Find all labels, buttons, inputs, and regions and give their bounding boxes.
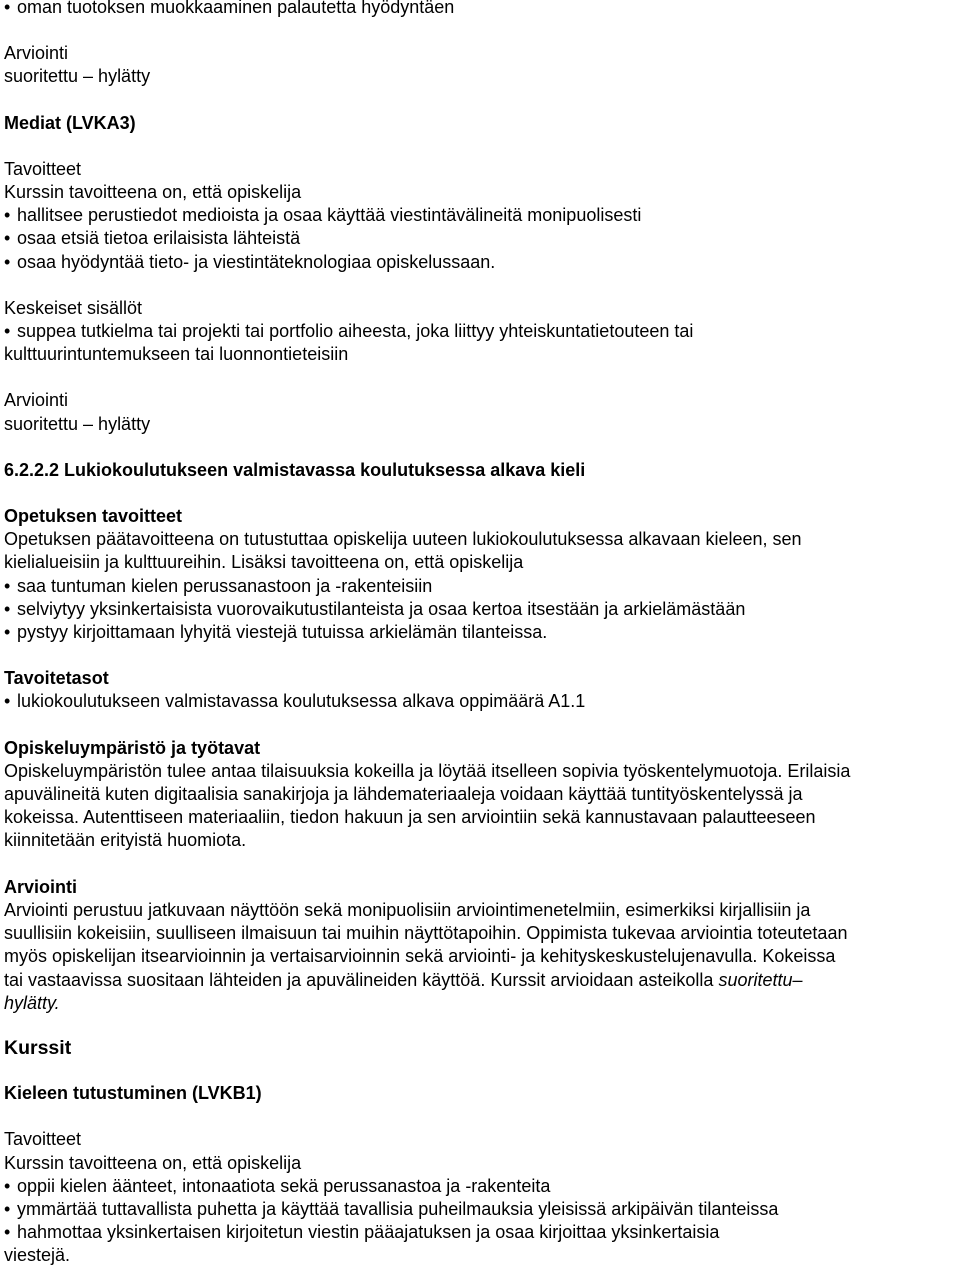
grading-scale-text: hylätty. [4, 992, 60, 1013]
document-page [4, 0, 954, 1268]
paragraph-line: Opetuksen päätavoitteena on tutustuttaa opiskelija uuteen lukiokoulutuksessa alkavaan kieleen, sen [4, 529, 802, 550]
bullet-icon: • [4, 1175, 11, 1196]
list-item [4, 204, 954, 227]
arviointi-value: suoritettu – hylätty [4, 66, 151, 87]
list-item [4, 0, 954, 19]
paragraph-line: apuvälineitä kuten digitaalisia sanakirjoja ja lähdemateriaaleja voidaan käyttää tuntityöskentelyssä ja [4, 784, 803, 805]
section-label-sisallot: Keskeiset sisällöt [4, 297, 143, 318]
paragraph-line [4, 992, 954, 1015]
section-label-tavoitteet: Tavoitteet [4, 158, 82, 179]
list-item-text: ymmärtää tuttavallista puhetta ja käyttää tavallisia puheilmauksia yleisissä arkipäivän tilanteissa [17, 1198, 779, 1219]
bullet-icon: • [4, 228, 11, 249]
list-item-text: pystyy kirjoittamaan lyhyitä viestejä tutuissa arkielämän tilanteissa. [17, 622, 548, 643]
list-item [4, 575, 954, 598]
list-item [4, 320, 954, 343]
bullet-icon: • [4, 0, 11, 17]
list-item [4, 251, 954, 274]
paragraph-line: kielialueisiin ja kulttuureihin. Lisäksi tavoitteena on, että opiskelija [4, 552, 524, 573]
bullet-icon: • [4, 691, 11, 712]
list-item-text: hahmottaa yksinkertaisen kirjoitetun viestin pääajatuksen ja osaa kirjoittaa yksinkertaisia [17, 1222, 720, 1243]
list-item-text: selviytyy yksinkertaisista vuorovaikutustilanteista ja osaa kertoa itsestään ja arkielämästään [17, 598, 746, 619]
paragraph-text: tai vastaavissa suositaan lähteiden ja apuvälineiden käyttöä. Kurssit arvioidaan asteikolla [4, 969, 719, 990]
list-item-continuation: kulttuurintuntemukseen tai luonnontieteisiin [4, 344, 349, 365]
bullet-icon: • [4, 575, 11, 596]
list-item-text: hallitsee perustiedot medioista ja osaa käyttää viestintävälineitä monipuolisesti [17, 205, 642, 226]
section-label-arviointi-bold: Arviointi [4, 876, 78, 897]
bullet-icon: • [4, 1222, 11, 1243]
bullet-icon: • [4, 205, 11, 226]
list-item [4, 1175, 954, 1198]
list-item-text: oppii kielen äänteet, intonaatiota sekä perussanastoa ja -rakenteita [17, 1175, 551, 1196]
section-label-arviointi: Arviointi [4, 43, 69, 64]
paragraph-line: Arviointi perustuu jatkuvaan näyttöön sekä monipuolisiin arviointimenetelmiin, esimerkiksi kirjallisiin ja [4, 899, 811, 920]
section-label-opetuksen-tavoitteet: Opetuksen tavoitteet [4, 506, 183, 527]
list-item-text: suppea tutkielma tai projekti tai portfolio aiheesta, joka liittyy yhteiskuntatietouteen tai [17, 321, 694, 342]
course-title-lvkb1: Kieleen tutustuminen (LVKB1) [4, 1083, 262, 1104]
list-item-text: osaa hyödyntää tieto- ja viestintäteknologiaa opiskelussaan. [17, 251, 496, 272]
paragraph-line: kokeissa. Autenttiseen materiaaliin, tiedon hakuun ja sen arviointiin sekä kannustavaan palautteeseen [4, 807, 816, 828]
goals-intro: Kurssin tavoitteena on, että opiskelija [4, 182, 302, 203]
section-label-tavoitteet: Tavoitteet [4, 1129, 82, 1150]
list-item [4, 690, 954, 713]
list-item [4, 1221, 954, 1244]
paragraph-line: Opiskeluympäristön tulee antaa tilaisuuksia kokeilla ja löytää itselleen sopivia työskentelymuotoja. Erilaisia [4, 760, 851, 781]
section-label-tavoitetasot: Tavoitetasot [4, 668, 109, 689]
list-item-text: osaa etsiä tietoa erilaisista lähteistä [17, 228, 301, 249]
section-heading-6222: 6.2.2.2 Lukiokoulutukseen valmistavassa koulutuksessa alkava kieli [4, 459, 586, 480]
course-title-mediat: Mediat (LVKA3) [4, 112, 136, 133]
list-item [4, 598, 954, 621]
list-item [4, 1198, 954, 1221]
list-item-text: saa tuntuman kielen perussanastoon ja -rakenteisiin [17, 575, 433, 596]
list-item [4, 227, 954, 250]
list-item [4, 621, 954, 644]
bullet-icon: • [4, 251, 11, 272]
paragraph-line: suullisiin kokeisiin, suulliseen ilmaisuun tai muihin näyttötapoihin. Oppimista tukevaa arviointia toteutetaan [4, 923, 848, 944]
paragraph-line: kiinnitetään erityistä huomiota. [4, 830, 247, 851]
bullet-icon: • [4, 598, 11, 619]
section-label-arviointi: Arviointi [4, 390, 69, 411]
paragraph-line: myös opiskelijan itsearvioinnin ja vertaisarvioinnin sekä arviointi- ja kehityskeskustelujenavulla. Kokeissa [4, 946, 836, 967]
list-item-text: oman tuotoksen muokkaaminen palautetta hyödyntäen [17, 0, 455, 17]
arviointi-value: suoritettu – hylätty [4, 413, 151, 434]
bullet-icon: • [4, 622, 11, 643]
goals-intro: Kurssin tavoitteena on, että opiskelija [4, 1152, 302, 1173]
list-item-text: lukiokoulutukseen valmistavassa koulutuksessa alkava oppimäärä A1.1 [17, 691, 586, 712]
bullet-icon: • [4, 1198, 11, 1219]
section-heading-kurssit: Kurssit [4, 1036, 72, 1059]
list-item-continuation: viestejä. [4, 1245, 71, 1266]
grading-scale-text: suoritettu– [718, 969, 803, 990]
paragraph-line [4, 969, 954, 992]
bullet-icon: • [4, 321, 11, 342]
section-label-opiskeluymparisto: Opiskeluympäristö ja työtavat [4, 737, 261, 758]
